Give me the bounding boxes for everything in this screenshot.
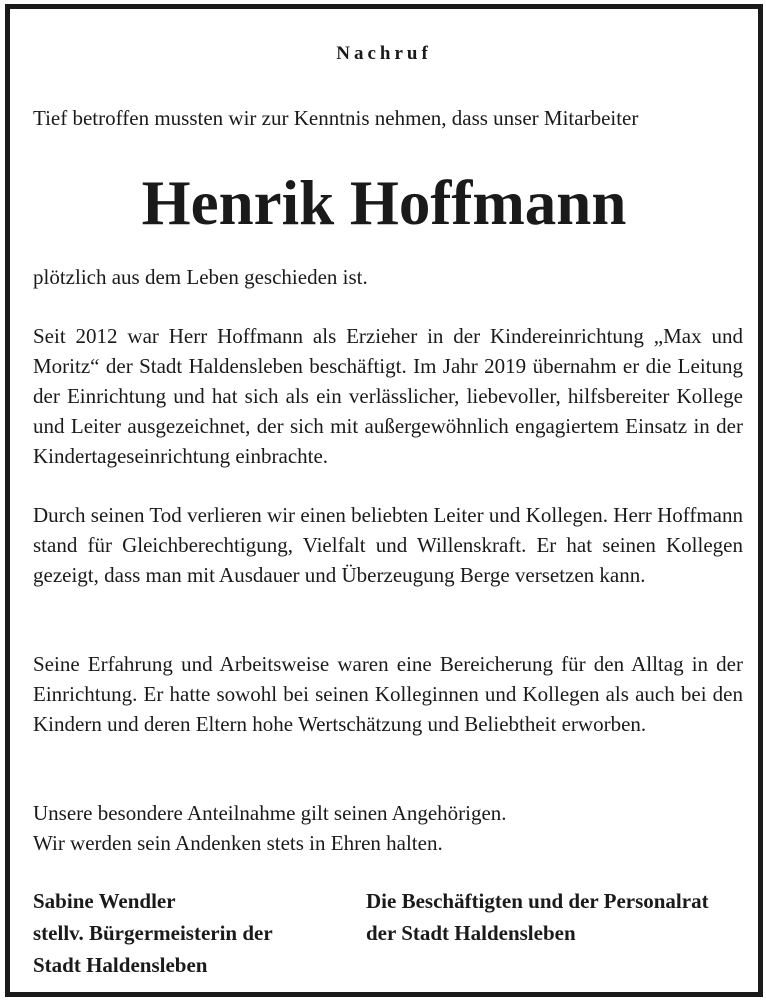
closing-line: Unsere besondere Anteilnahme gilt seinen Angehörigen. [33, 801, 507, 825]
signature-line: stellv. Bürgermeisterin der [33, 921, 273, 945]
paragraph-tribute: Durch seinen Tod verlieren wir einen beliebten Leiter und Kollegen. Herr Hoffmann stand für Gleichberechtigung, Vielfalt und Willenskraft. Er hat seinen Kollegen gezeigt, dass man mit Ausdauer und Überzeugung Berge versetzen kann. [33, 503, 743, 587]
signature-line: Stadt Haldensleben [33, 953, 208, 977]
signature-line: der Stadt Haldensleben [366, 921, 576, 945]
paragraph-career: Seit 2012 war Herr Hoffmann als Erzieher in der Kindereinrichtung „Max und Moritz“ der Stadt Haldensleben beschäftigt. Im Jahr 2019 übernahm er die Leitung der Einrichtung und hat sich als ein verlässlicher, liebevoller, hilfsbereiter Kollege und Leiter ausgezeichnet, der sich mit außergewöhnlich engagiertem Einsatz in der Kindertageseinrichtung einbrachte. [33, 324, 743, 468]
signature-line: Die Beschäftigten und der Personalrat [366, 889, 709, 913]
intro-text: Tief betroffen mussten wir zur Kenntnis nehmen, dass unser Mitarbeiter [33, 106, 639, 130]
signature-mayor [33, 885, 273, 981]
closing-text [33, 798, 743, 858]
closing-line: Wir werden sein Andenken stets in Ehren halten. [33, 831, 443, 855]
deceased-name: Henrik Hoffmann [141, 168, 627, 238]
died-line: plötzlich aus dem Leben geschieden ist. [33, 265, 368, 289]
paragraph-appreciation: Seine Erfahrung und Arbeitsweise waren eine Bereicherung für den Alltag in der Einrichtung. Er hatte sowohl bei seinen Kolleginnen und Kollegen als auch bei den Kindern und deren Eltern hohe Wertschätzung und Beliebtheit erworben. [33, 652, 743, 736]
signature-line: Sabine Wendler [33, 889, 176, 913]
signature-staff [366, 885, 709, 949]
heading: Nachruf [336, 43, 432, 64]
obituary-frame [5, 4, 763, 997]
